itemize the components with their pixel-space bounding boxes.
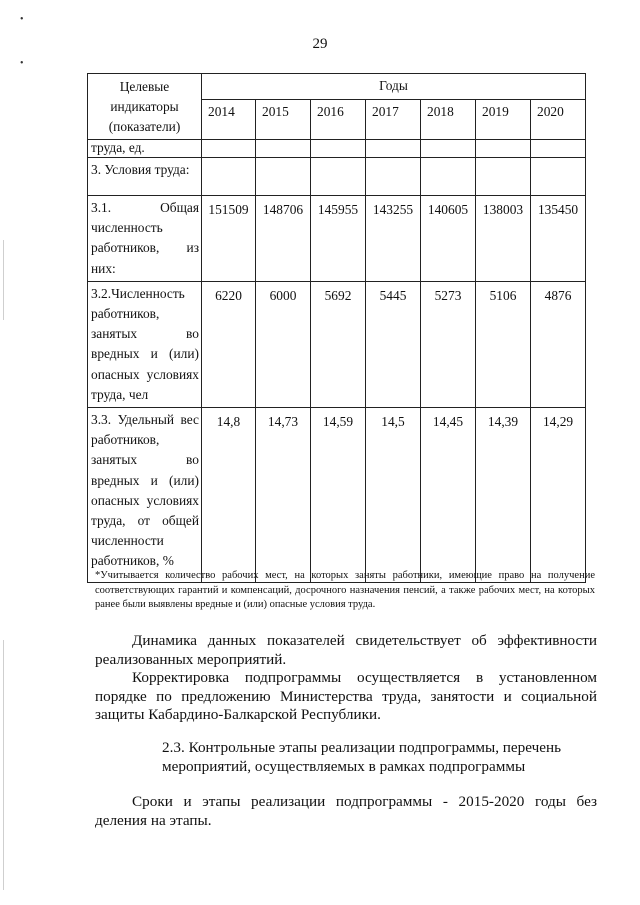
year-header: 2016 [311,100,366,140]
scan-speck: • [20,58,24,69]
indicator-header: Целевые индикаторы (показатели) [88,74,202,140]
value-cell: 14,8 [202,408,256,583]
value-cell [256,158,311,196]
value-cell: 14,73 [256,408,311,583]
table-row [88,140,586,158]
paragraph [95,793,597,830]
years-header: Годы [202,74,586,100]
year-header: 2014 [202,100,256,140]
value-cell: 5445 [366,281,421,407]
section-heading: 2.3. Контрольные этапы реализации подпрограммы, перечень мероприятий, осуществляемых в рамках подпрограммы [162,739,562,775]
table-row [88,196,586,282]
year-header: 2017 [366,100,421,140]
table-row [88,281,586,407]
paragraph [95,669,597,725]
indicators-table [87,73,586,583]
value-cell [476,140,531,158]
year-header: 2019 [476,100,531,140]
value-cell [421,140,476,158]
value-cell [311,158,366,196]
value-cell: 138003 [476,196,531,282]
value-cell [256,140,311,158]
paragraph [95,632,597,669]
value-cell [366,158,421,196]
paragraph-text: Сроки и этапы реализации подпрограммы - 2015-2020 годы без деления на этапы. [95,793,597,829]
value-cell [366,140,421,158]
page-number: 29 [312,36,328,52]
row-label: 3.1. Общая численность работников, из них: [88,196,202,282]
value-cell [531,140,586,158]
value-cell [202,140,256,158]
year-header: 2015 [256,100,311,140]
value-cell: 6220 [202,281,256,407]
value-cell: 14,45 [421,408,476,583]
value-cell: 5273 [421,281,476,407]
row-label: труда, ед. [88,140,202,158]
value-cell [531,158,586,196]
row-label: 3. Условия труда: [88,158,202,196]
value-cell: 148706 [256,196,311,282]
value-cell [202,158,256,196]
row-label: 3.3. Удельный вес работников, занятых во вредных и (или) опасных условиях труда, от общей численности работников, % [88,408,202,583]
value-cell: 5106 [476,281,531,407]
scan-edge [3,240,4,320]
paragraph-text: Корректировка подпрограммы осуществляется в установленном порядке по предложению Министерства труда, занятости и социальной защиты Кабардино-Балкарской Республики. [95,669,597,724]
row-label: 3.2.Численность работников, занятых во вредных и (или) опасных условиях труда, чел [88,281,202,407]
value-cell: 5692 [311,281,366,407]
table-row [88,408,586,583]
value-cell: 145955 [311,196,366,282]
scan-speck: • [20,14,24,25]
value-cell: 140605 [421,196,476,282]
value-cell [311,140,366,158]
value-cell [476,158,531,196]
scan-edge [3,640,4,890]
year-header: 2018 [421,100,476,140]
value-cell: 14,5 [366,408,421,583]
value-cell: 143255 [366,196,421,282]
table-row [88,158,586,196]
year-header: 2020 [531,100,586,140]
value-cell: 14,39 [476,408,531,583]
paragraph-text: Динамика данных показателей свидетельствует об эффективности реализованных мероприятий. [95,632,597,668]
value-cell: 151509 [202,196,256,282]
value-cell [421,158,476,196]
value-cell: 6000 [256,281,311,407]
value-cell: 4876 [531,281,586,407]
value-cell: 14,29 [531,408,586,583]
value-cell: 135450 [531,196,586,282]
value-cell: 14,59 [311,408,366,583]
table-footnote: *Учитывается количество рабочих мест, на которых заняты работники, имеющие право на получение соответствующих гарантий и компенсаций, досрочного назначения пенсий, а также рабочих мест, на которых ранее были выявлены вредные и (или) опасные условия труда. [95,570,595,610]
